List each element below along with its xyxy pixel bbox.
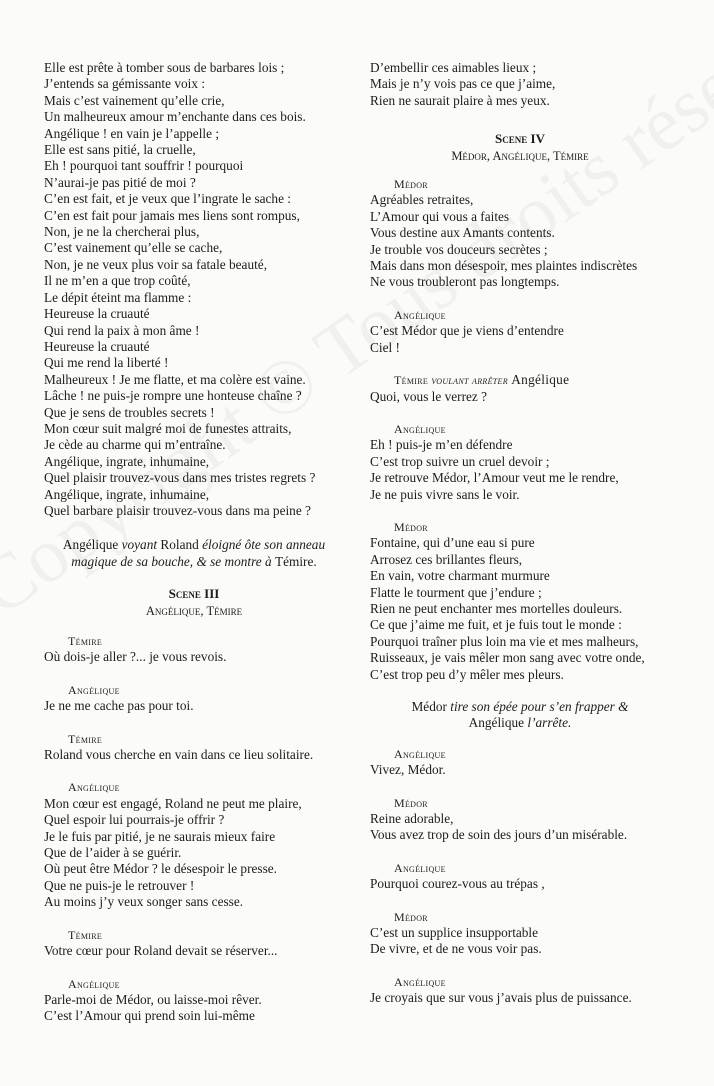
speaker-label: Angélique [394, 860, 446, 875]
right-column [370, 60, 670, 1007]
verse-line: En vain, votre charmant murmure [370, 568, 550, 584]
scene-cast: Médor, Angélique, Témire [451, 148, 589, 163]
verse-line: C’est un supplice insupportable [370, 925, 539, 941]
verse-line: Où dois-je aller ?... je vous revois. [44, 649, 227, 665]
verse-line: Mais dans mon désespoir, mes plaintes indiscrètes [370, 258, 638, 274]
speaker-label: Angélique [68, 780, 120, 795]
verse-line: Parle-moi de Médor, ou laisse-moi rêver. [44, 991, 262, 1007]
verse-line: Je cède au charme qui m’entraîne. [44, 437, 226, 453]
verse-line: Que je sens de troubles secrets ! [44, 404, 215, 420]
verse-line: C’est trop suivre un cruel devoir ; [370, 453, 550, 469]
verse-line: Quel plaisir trouvez-vous dans mes tristes regrets ? [44, 470, 316, 486]
speaker-label: Angélique [68, 976, 120, 991]
verse-line: Mais je n’y vois pas ce que j’aime, [370, 76, 556, 92]
direction-text: tire son épée pour s’en frapper & [450, 699, 629, 714]
verse-line: Vous avez trop de soin des jours d’un misérable. [370, 827, 628, 843]
verse-block [370, 876, 670, 892]
verse-line: Fontaine, qui d’une eau si pure [370, 535, 535, 551]
verse-line: Qui rend la paix à mon âme ! [44, 322, 200, 338]
verse-block [370, 192, 670, 290]
verse-line: Reine adorable, [370, 811, 454, 827]
verse-line: Que de l’aider à se guérir. [44, 845, 182, 861]
scene-cast: Angélique, Témire [145, 603, 243, 618]
verse-line: Malheureux ! Je me flatte, et ma colère est vaine. [44, 371, 306, 387]
direction-text: voulant arrêter [431, 373, 512, 388]
direction-text: l’arrête. [527, 715, 572, 731]
verse-line: Ne vous troubleront pas longtemps. [370, 274, 560, 290]
verse-block [370, 762, 670, 778]
verse-line: Je croyais que sur vous j’avais plus de puissance. [370, 990, 632, 1006]
verse-line: L’Amour qui vous a faites [370, 208, 510, 224]
verse-block [370, 990, 670, 1006]
verse-block [44, 698, 344, 714]
speaker-label: Angélique [394, 974, 446, 989]
direction-text: voyant [121, 537, 161, 553]
verse-line: Mon cœur suit malgré moi de funestes attraits, [44, 420, 292, 436]
verse-line: Eh ! pourquoi tant souffrir ! pourquoi [44, 158, 244, 174]
speaker-label: Médor [394, 795, 428, 810]
character-name: Médor [411, 699, 451, 714]
speaker-label: Angélique [394, 421, 446, 436]
character-name: Angélique [62, 537, 122, 553]
verse-line: C’en est fait, et je veux que l’ingrate le sache : [44, 191, 291, 207]
verse-line: Heureuse la cruauté [44, 306, 150, 322]
verse-line: Non, je ne veux plus voir sa fatale beauté, [44, 256, 268, 272]
verse-block [370, 535, 670, 683]
verse-line: Rien ne peut enchanter mes mortelles douleurs. [370, 600, 623, 616]
speaker-label: Angélique [394, 307, 446, 322]
verse-block [370, 811, 670, 844]
verse-line: Que ne puis-je le retrouver ! [44, 877, 195, 893]
verse-line: C’est l’Amour qui prend soin lui-même [44, 1008, 255, 1024]
verse-line: Quel barbare plaisir trouvez-vous dans ma peine ? [44, 502, 311, 518]
character-name: Angélique [511, 372, 570, 388]
verse-line: Pourquoi traîner plus loin ma vie et mes malheurs, [370, 633, 639, 649]
verse-line: Votre cœur pour Roland devait se réserver... [44, 943, 278, 959]
verse-line: D’embellir ces aimables lieux ; [370, 60, 537, 75]
scene-title: Scene IV [495, 131, 545, 147]
speaker-label: Médor [394, 909, 428, 924]
character-name: Témire [394, 373, 432, 388]
verse-line: Où peut être Médor ? le désespoir le presse. [44, 861, 277, 877]
verse-line: Non, je ne la chercherai plus, [44, 224, 200, 240]
verse-line: Heureuse la cruauté [44, 338, 150, 354]
verse-line: C’est Médor que je viens d’entendre [370, 323, 564, 339]
verse-line: C’est trop peu d’y mêler mes pleurs. [370, 666, 564, 682]
verse-block [370, 437, 670, 503]
speaker-label: Angélique [394, 746, 446, 761]
verse-block [370, 323, 670, 356]
stage-direction [44, 537, 344, 570]
verse-block [44, 992, 344, 1025]
verse-line: Angélique ! en vain je l’appelle ; [44, 125, 220, 141]
verse-block [370, 925, 670, 958]
verse-line: N’aurai-je pas pitié de moi ? [44, 174, 196, 190]
speaker-label: Témire [68, 634, 103, 648]
verse-line: Lâche ! ne puis-je rompre une honteuse chaîne ? [44, 388, 302, 404]
scene-title: Scene III [168, 586, 220, 602]
verse-line: Au moins j’y veux songer sans cesse. [44, 894, 244, 910]
verse-line: Ciel ! [370, 339, 400, 355]
verse-line: Mon cœur est engagé, Roland ne peut me plaire, [44, 795, 302, 811]
verse-line: Rien ne saurait plaire à mes yeux. [370, 92, 550, 108]
verse-block [44, 60, 344, 519]
verse-line: C’en est fait pour jamais mes liens sont rompus, [44, 207, 300, 223]
verse-block [44, 943, 344, 959]
direction-text: magique de sa bouche, & se montre à [71, 553, 275, 569]
character-name: Angélique [468, 715, 528, 731]
verse-line: Ruisseaux, je vais mêler mon sang avec votre onde, [370, 650, 645, 666]
verse-line: Roland vous cherche en vain dans ce lieu solitaire. [44, 747, 314, 763]
verse-line: Flatte le tourment que j’endure ; [370, 584, 542, 600]
verse-line: Eh ! puis-je m’en défendre [370, 437, 513, 453]
speaker-label: Témire [68, 927, 103, 942]
verse-line: Ce que j’aime me fuit, et je fuis tout le monde : [370, 617, 622, 633]
verse-line: Mais c’est vainement qu’elle crie, [44, 92, 225, 108]
verse-line: De vivre, et de ne vous voir pas. [370, 941, 542, 957]
stage-direction [370, 699, 670, 732]
verse-line: Pourquoi courez-vous au trépas , [370, 876, 545, 892]
speaker-label: Angélique [68, 682, 120, 697]
verse-line: Je retrouve Médor, l’Amour veut me le rendre, [370, 470, 619, 486]
speaker-label [394, 372, 670, 388]
verse-block [44, 649, 344, 665]
left-column [44, 60, 344, 1025]
speaker-label: Médor [394, 177, 428, 192]
verse-line: Angélique, ingrate, inhumaine, [44, 453, 210, 469]
direction-text: éloigné ôte son anneau [202, 537, 326, 553]
verse-line: Arrosez ces brillantes fleurs, [370, 551, 523, 567]
verse-block [44, 747, 344, 763]
verse-line: Agréables retraites, [370, 192, 474, 208]
verse-line: Elle est prête à tomber sous de barbares lois ; [44, 60, 285, 75]
verse-line: Angélique, ingrate, inhumaine, [44, 486, 210, 502]
verse-line: Je trouble vos douceurs secrètes ; [370, 241, 548, 257]
verse-line: Vous destine aux Amants contents. [370, 225, 555, 241]
verse-line: J’entends sa gémissante voix : [44, 76, 206, 92]
verse-line: Je ne puis vivre sans le voir. [370, 486, 520, 502]
verse-line: Le dépit éteint ma flamme : [44, 289, 192, 305]
verse-block [44, 796, 344, 911]
verse-line: Un malheureux amour m’enchante dans ces bois. [44, 109, 306, 125]
verse-line: Quoi, vous le verrez ? [370, 388, 488, 404]
verse-line: Je ne me cache pas pour toi. [44, 698, 194, 714]
verse-line: Elle est sans pitié, la cruelle, [44, 142, 196, 158]
verse-line: C’est vainement qu’elle se cache, [44, 240, 223, 256]
speaker-label: Médor [394, 519, 428, 534]
verse-block [370, 60, 670, 109]
verse-line: Je le fuis par pitié, je ne saurais mieux faire [44, 828, 276, 844]
verse-line: Vivez, Médor. [370, 762, 446, 778]
verse-block [370, 389, 670, 405]
character-name: Témire. [275, 553, 317, 569]
verse-line: Qui me rend la liberté ! [44, 355, 169, 371]
verse-line: Quel espoir lui pourrais-je offrir ? [44, 812, 225, 828]
character-name: Roland [160, 537, 203, 553]
speaker-label: Témire [68, 731, 103, 746]
verse-line: Il ne m’en a que trop coûté, [44, 273, 191, 289]
